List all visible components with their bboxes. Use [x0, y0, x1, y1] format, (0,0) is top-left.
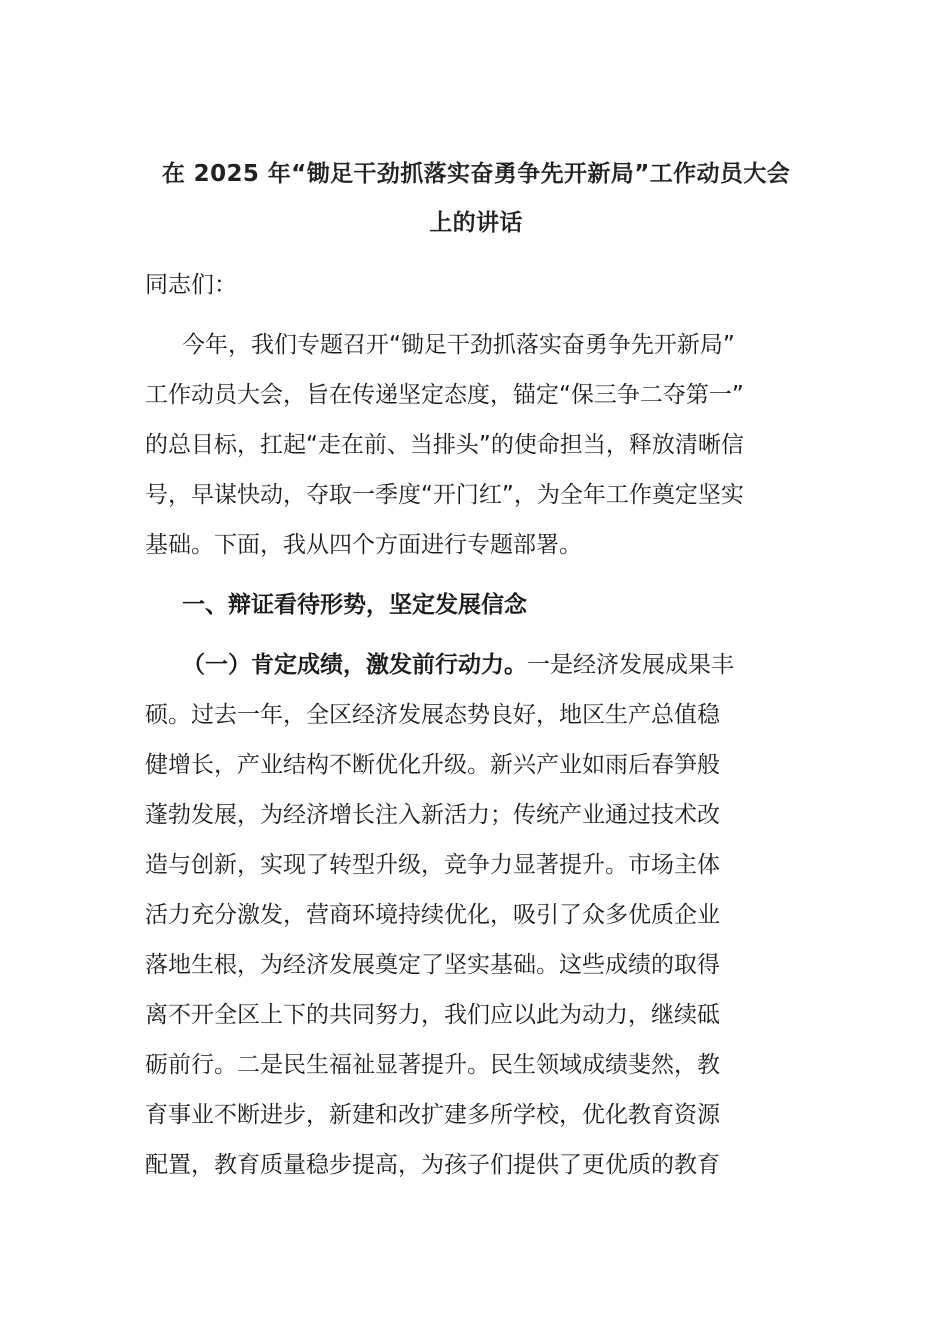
document-page [145, 150, 807, 1190]
intro-line: 工作动员大会，旨在传递坚定态度，锚定“保三争二夺第一” [145, 382, 744, 408]
body-line: 造与创新，实现了转型升级，竞争力显著提升。市场主体 [145, 852, 720, 878]
document-title [145, 150, 807, 248]
intro-line: 号，早谋快动，夺取一季度“开门红”，为全年工作奠定坚实 [145, 482, 744, 508]
body-line: 健增长，产业结构不断优化升级。新兴产业如雨后春笋般 [145, 752, 720, 778]
title-line-1: 在 2025 年“锄足干劲抓落实奋勇争先开新局”工作动员大会 [161, 161, 791, 187]
intro-line: 今年，我们专题召开“锄足干劲抓落实奋勇争先开新局” [182, 332, 735, 358]
intro-paragraph [145, 320, 807, 570]
intro-line: 基础。下面，我从四个方面进行专题部署。 [145, 532, 582, 558]
body-line: 配置，教育质量稳步提高，为孩子们提供了更优质的教育 [145, 1152, 720, 1178]
subsection-first-line [145, 640, 807, 690]
section-heading: 一、辩证看待形势，坚定发展信念 [182, 592, 527, 618]
intro-line: 的总目标，扛起“走在前、当排头”的使命担当，释放清晰信 [145, 432, 744, 458]
body-line: 育事业不断进步，新建和改扩建多所学校，优化教育资源 [145, 1102, 720, 1128]
body-line: 离不开全区上下的共同努力，我们应以此为动力，继续砥 [145, 1002, 720, 1028]
body-line: 砺前行。二是民生福祉显著提升。民生领域成绩斐然，教 [145, 1052, 720, 1078]
body-line: 活力充分激发，营商环境持续优化，吸引了众多优质企业 [145, 902, 720, 928]
body-line: 蓬勃发展，为经济增长注入新活力；传统产业通过技术改 [145, 802, 720, 828]
subsection-paragraph [145, 640, 807, 1190]
subsection-heading: （一）肯定成绩，激发前行动力。 [182, 652, 527, 678]
title-line-2: 上的讲话 [429, 210, 523, 236]
subsection-first-line-text: 一是经济发展成果丰 [527, 652, 734, 678]
body-line: 落地生根，为经济发展奠定了坚实基础。这些成绩的取得 [145, 952, 720, 978]
body-line: 硕。过去一年，全区经济发展态势良好，地区生产总值稳 [145, 702, 720, 728]
salutation: 同志们： [145, 272, 237, 298]
